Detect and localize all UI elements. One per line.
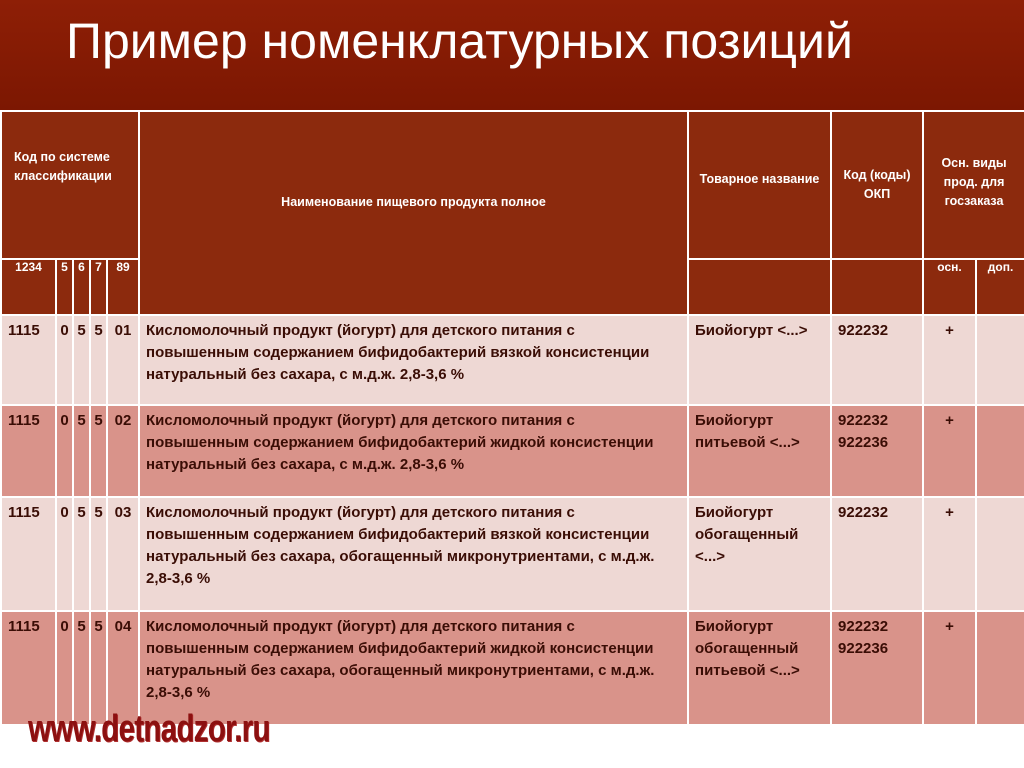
table-row [1, 497, 1024, 611]
header-trade-name: Товарное название [688, 111, 831, 259]
product-name: Кисломолочный продукт (йогурт) для детского питания с повышенным содержанием бифидобактерий вязкой консистенции натуральный без сахара, с м.д.ж. 2,8-3,6 % [139, 315, 688, 405]
code-digit: 0 [56, 611, 73, 725]
osn-mark: + [923, 315, 976, 405]
code-suffix: 01 [107, 315, 139, 405]
code-digit: 0 [56, 405, 73, 497]
website-link[interactable]: www.detnadzor.ru [28, 708, 270, 750]
code-suffix: 03 [107, 497, 139, 611]
code-digit: 5 [73, 405, 90, 497]
okp-code: 922232 [831, 315, 923, 405]
header-product-name: Наименование пищевого продукта полное [139, 111, 688, 315]
code-suffix: 02 [107, 405, 139, 497]
code-group: 1115 [1, 315, 56, 405]
osn-mark: + [923, 611, 976, 725]
product-name: Кисломолочный продукт (йогурт) для детского питания с повышенным содержанием бифидобактерий жидкой консистенции натуральный без сахара, с м.д.ж. 2,8-3,6 % [139, 405, 688, 497]
trade-name: Биойогурт обогащенный <...> [688, 497, 831, 611]
product-name: Кисломолочный продукт (йогурт) для детского питания с повышенным содержанием бифидобактерий жидкой консистенции натуральный без сахара, обогащенный микронутриентами, с м.д.ж. 2,8-3,6 % [139, 611, 688, 725]
dop-mark [976, 611, 1024, 725]
code-digit: 0 [56, 497, 73, 611]
code-group: 1115 [1, 405, 56, 497]
code-digit: 5 [73, 315, 90, 405]
nomenclature-table [0, 110, 1024, 726]
okp-code: 922232 922236 [831, 405, 923, 497]
header-okp: Код (коды) ОКП [831, 111, 923, 259]
header-sub-89: 89 [107, 259, 139, 315]
table-row [1, 405, 1024, 497]
code-digit: 5 [73, 611, 90, 725]
code-digit: 5 [90, 405, 107, 497]
header-okp-empty [831, 259, 923, 315]
dop-mark [976, 315, 1024, 405]
header-osn: осн. [923, 259, 976, 315]
header-sub-7: 7 [90, 259, 107, 315]
header-trade-empty [688, 259, 831, 315]
code-digit: 5 [73, 497, 90, 611]
code-suffix: 04 [107, 611, 139, 725]
code-digit: 5 [90, 497, 107, 611]
header-sub-6: 6 [73, 259, 90, 315]
header-dop: доп. [976, 259, 1024, 315]
code-digit: 0 [56, 315, 73, 405]
trade-name: Биойогурт питьевой <...> [688, 405, 831, 497]
header-sub-1234: 1234 [1, 259, 56, 315]
okp-code: 922232 [831, 497, 923, 611]
trade-name: Биойогурт обогащенный питьевой <...> [688, 611, 831, 725]
table-row [1, 315, 1024, 405]
dop-mark [976, 497, 1024, 611]
okp-code: 922232 922236 [831, 611, 923, 725]
product-name: Кисломолочный продукт (йогурт) для детского питания с повышенным содержанием бифидобактерий вязкой консистенции натуральный без сахара, обогащенный микронутриентами, с м.д.ж. 2,8-3,6 % [139, 497, 688, 611]
code-group: 1115 [1, 611, 56, 725]
osn-mark: + [923, 497, 976, 611]
osn-mark: + [923, 405, 976, 497]
code-digit: 5 [90, 611, 107, 725]
code-group: 1115 [1, 497, 56, 611]
trade-name: Биойогурт <...> [688, 315, 831, 405]
header-classification: Код по системе классификации [1, 111, 139, 259]
code-digit: 5 [90, 315, 107, 405]
header-main-types: Осн. виды прод. для госзаказа [923, 111, 1024, 259]
header-sub-5: 5 [56, 259, 73, 315]
dop-mark [976, 405, 1024, 497]
slide-title: Пример номенклатурных позиций [66, 13, 853, 69]
